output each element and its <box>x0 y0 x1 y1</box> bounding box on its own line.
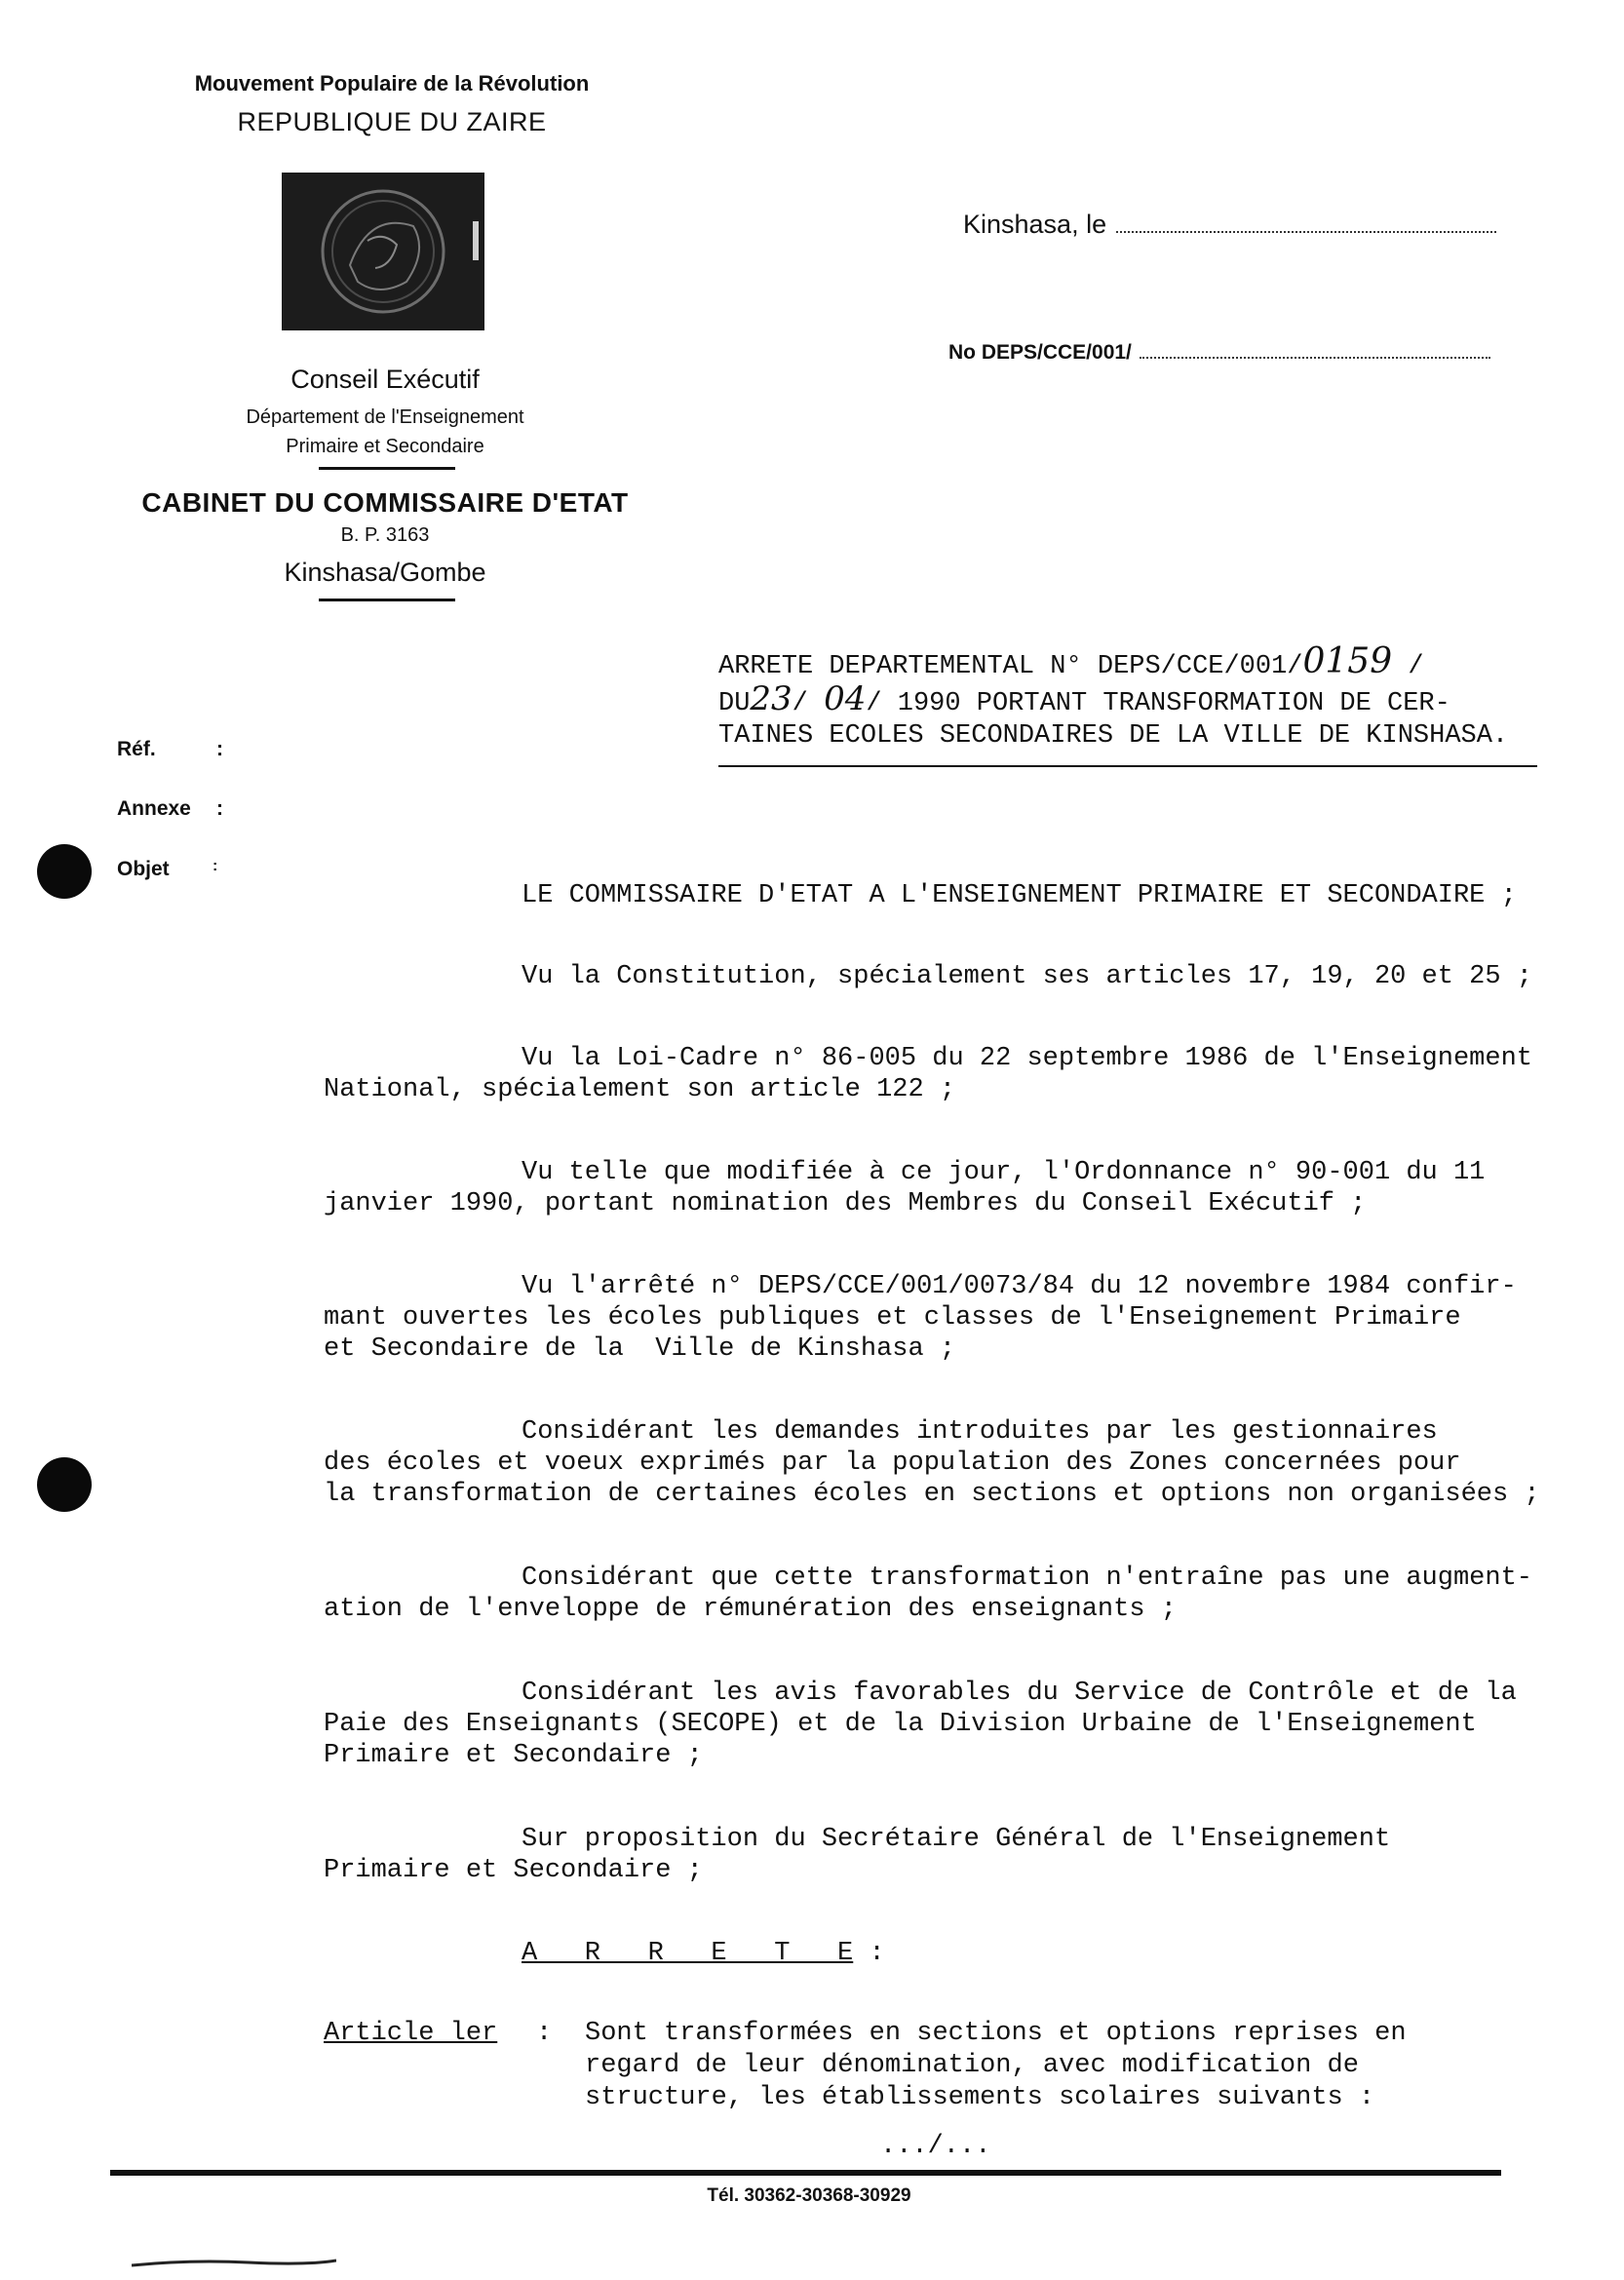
arrete-colon: : <box>869 1939 885 1968</box>
body-line: des écoles et voeux exprimés par la population des Zones concernées pour <box>324 1449 1461 1478</box>
national-seal-icon <box>282 173 484 330</box>
decree-date-sep: / <box>792 689 825 718</box>
decree-title-line2 <box>718 679 1450 718</box>
annexe-label: Annexe <box>117 797 191 820</box>
body-line: Vu l'arrêté n° DEPS/CCE/001/0073/84 du 12 novembre 1984 confir- <box>522 1272 1517 1301</box>
letterhead-rule <box>319 467 455 470</box>
reference-number-label: No DEPS/CCE/001/ <box>948 341 1132 364</box>
department-line-2: Primaire et Secondaire <box>286 436 484 457</box>
objet-label: Objet <box>117 858 170 880</box>
place-date-line <box>963 210 1496 240</box>
body-line: Vu la Constitution, spécialement ses articles 17, 19, 20 et 25 ; <box>522 962 1532 991</box>
objet-colon: : <box>213 858 218 874</box>
decree-title-line3: TAINES ECOLES SECONDAIRES DE LA VILLE DE KINSHASA. <box>718 721 1509 751</box>
body-line: Vu la Loi-Cadre n° 86-005 du 22 septembre 1986 de l'Enseignement <box>522 1044 1532 1073</box>
cabinet-name: CABINET DU COMMISSAIRE D'ETAT <box>141 487 629 518</box>
body-line: Considérant les avis favorables du Service de Contrôle et de la <box>522 1679 1517 1708</box>
republic-name: REPUBLIQUE DU ZAIRE <box>237 107 547 136</box>
body-line: Considérant les demandes introduites par les gestionnaires <box>522 1417 1438 1447</box>
date-blank <box>1116 231 1496 233</box>
decree-day-handwritten: 23 <box>750 679 793 718</box>
decree-title <box>718 641 1509 753</box>
place-date-label: Kinshasa, le <box>963 210 1107 239</box>
body-line: la transformation de certaines écoles en sections et options non organisées ; <box>324 1480 1540 1509</box>
body-line: Considérant que cette transformation n'entraîne pas une augment- <box>522 1564 1532 1593</box>
body-line: National, spécialement son article 122 ; <box>324 1075 956 1104</box>
body-line: Primaire et Secondaire ; <box>324 1856 703 1885</box>
decree-title-slash: / <box>1392 652 1424 681</box>
body-line: janvier 1990, portant nomination des Membres du Conseil Exécutif ; <box>324 1189 1367 1218</box>
body-line: LE COMMISSAIRE D'ETAT A L'ENSEIGNEMENT PRIMAIRE ET SECONDAIRE ; <box>522 881 1517 910</box>
continuation-mark: .../... <box>880 2132 991 2161</box>
arrete-word: A R R E T E <box>522 1939 854 1968</box>
body-line: Paie des Enseignants (SECOPE) et de la Division Urbaine de l'Enseignement <box>324 1710 1477 1739</box>
decree-title-prefix: ARRETE DEPARTEMENTAL N° DEPS/CCE/001/ <box>718 652 1303 681</box>
letterhead-rule <box>319 599 455 601</box>
body-line: Sur proposition du Secrétaire Général de l'Enseignement <box>522 1825 1391 1854</box>
body-line: mant ouvertes les écoles publiques et classes de l'Enseignement Primaire <box>324 1303 1461 1333</box>
article-1-line: structure, les établissements scolaires suivants : <box>585 2083 1375 2112</box>
seal-emblem <box>282 173 484 330</box>
arrete-heading <box>522 1938 885 1970</box>
department-line-1: Département de l'Enseignement <box>246 406 524 428</box>
decree-du: DU <box>718 689 751 718</box>
decree-title-rest: / 1990 PORTANT TRANSFORMATION DE CER- <box>866 689 1450 718</box>
article-1-line: Sont transformées en sections et options reprises en <box>585 2019 1407 2048</box>
body-line: Primaire et Secondaire ; <box>324 1741 703 1770</box>
punch-hole <box>37 844 92 899</box>
decree-number-handwritten: 0159 <box>1302 641 1393 681</box>
decree-title-line1 <box>718 641 1424 681</box>
reference-number-line <box>948 341 1490 365</box>
body-line: et Secondaire de la Ville de Kinshasa ; <box>324 1334 956 1364</box>
movement-name: Mouvement Populaire de la Révolution <box>194 71 590 96</box>
body-line: Vu telle que modifiée à ce jour, l'Ordonnance n° 90-001 du 11 <box>522 1158 1486 1187</box>
article-1-label: Article ler <box>324 2019 498 2048</box>
po-box: B. P. 3163 <box>340 524 430 546</box>
annexe-colon: : <box>216 797 223 820</box>
ref-label: Réf. <box>117 738 156 760</box>
article-1-line: regard de leur dénomination, avec modification de <box>585 2051 1359 2080</box>
footer-phone: Tél. 30362-30368-30929 <box>707 2185 911 2206</box>
footer-rule <box>110 2170 1501 2176</box>
council-name: Conseil Exécutif <box>290 365 480 394</box>
scan-mark-icon <box>132 2258 336 2267</box>
decree-month-handwritten: 04 <box>824 679 867 718</box>
letterhead-city: Kinshasa/Gombe <box>284 558 486 587</box>
ref-colon: : <box>216 738 223 760</box>
title-underline <box>718 765 1537 767</box>
number-blank <box>1140 357 1490 359</box>
article-1-colon: : <box>536 2019 553 2048</box>
punch-hole <box>37 1457 92 1512</box>
body-line: ation de l'enveloppe de rémunération des enseignants ; <box>324 1595 1177 1624</box>
